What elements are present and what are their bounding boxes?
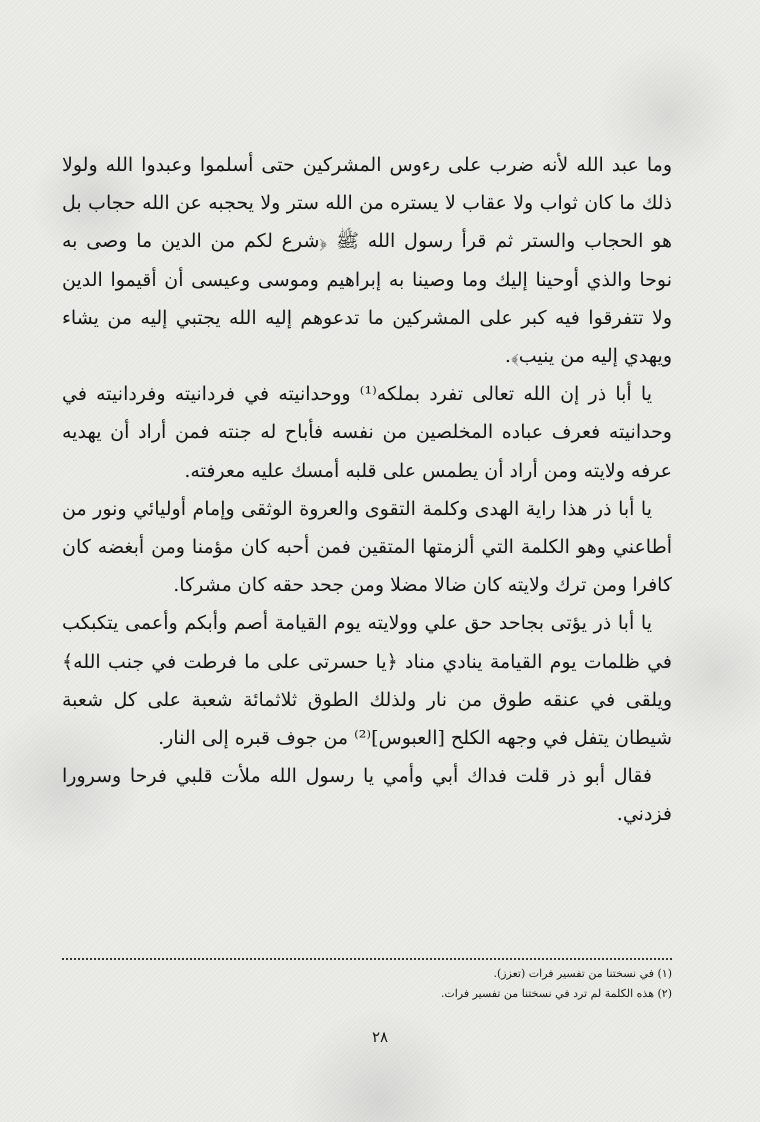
- paragraph-1: وما عبد الله لأنه ضرب على رءوس المشركين حتى أسلموا وعبدوا الله ولولا ذلك ما كان ثواب ولا عقاب لا يستره من الله ستر ولا يحجبه عن الله حجاب بل هو الحجاب والستر ثم قرأ رسول الله ﷺ ﴿شرع لكم من الدين ما وصى به نوحا والذي أوحينا إليك وما وصينا به إبراهيم وموسى وعيسى أن أقيموا الدين ولا تتفرقوا فيه كبر على المشركين ما تدعوهم إليه الله يجتبي إليه من يشاء ويهدي إليه من ينيب﴾.: [62, 154, 672, 368]
- paragraph-2: يا أبا ذر إن الله تعالى تفرد بملكه⁽¹⁾ ووحدانيته في فردانيته وفردانيته في وحدانيته فعرف عباده المخلصين من نفسه فأباح له جنته فمن أراد أن يهديه عرفه ولايته ومن أراد أن يطمس على قلبه أمسك عليه معرفته.: [62, 383, 672, 482]
- footnote-1: (١) في نسختنا من تفسير فرات (تعزز).: [493, 967, 672, 980]
- main-text: [62, 146, 672, 834]
- paragraph-4: يا أبا ذر يؤتى بجاحد حق علي وولايته يوم القيامة أصم وأبكم وأعمى يتكبكب في ظلمات يوم القيامة ينادي مناد ﴿يا حسرتى على ما فرطت في جنب الله﴾ ويلقى في عنقه طوق من نار ولذلك الطوق ثلاثمائة شعبة على كل شعبة شيطان يتفل في وجهه الكلح [العبوس]⁽²⁾ من جوف قبره إلى النار.: [62, 612, 672, 750]
- paragraph-5: فقال أبو ذر قلت فداك أبي وأمي يا رسول الله ملأت قلبي فرحا وسرورا فزدني.: [62, 765, 672, 826]
- footnote-2: (٢) هذه الكلمة لم ترد في نسختنا من تفسير فرات.: [440, 987, 672, 1000]
- paragraph-3: يا أبا ذر هذا راية الهدى وكلمة التقوى والعروة الوثقى وإمام أوليائي ونور من أطاعني وهو الكلمة التي ألزمتها المتقين فمن أحبه كان مؤمنا ومن أبغضه كان كافرا ومن ترك ولايته كان ضالا مضلا ومن جحد حقه كان مشركا.: [62, 497, 672, 597]
- page-number: ٢٨: [371, 1028, 389, 1046]
- footnotes: [62, 964, 672, 1004]
- footnote-separator: [62, 958, 672, 960]
